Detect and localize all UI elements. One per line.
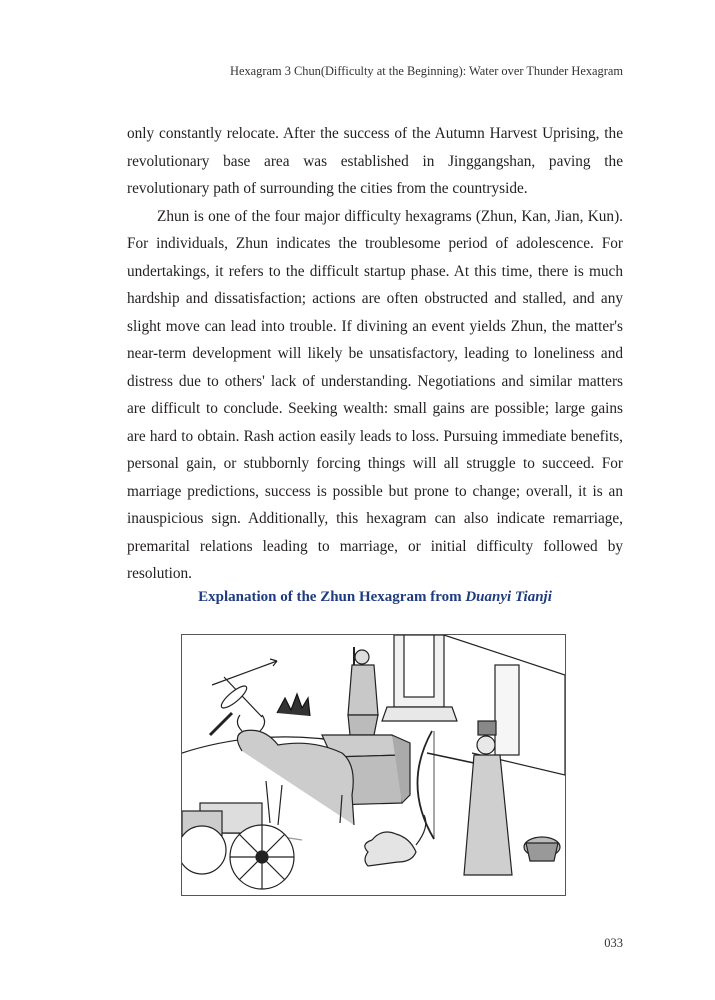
running-header: Hexagram 3 Chun(Difficulty at the Beginning): Water over Thunder Hexagram — [230, 64, 623, 78]
paragraph: Zhun is one of the four major difficulty hexagrams (Zhun, Kan, Jian, Kun). For individuals, Zhun indicates the troublesome period of adolescence. For undertakings, it refers to the difficult startup phase. At this time, there is much hardship and dissatisfaction; actions are often obstructed and stalled, and any slight move can lead into trouble. If divining an event yields Zhun, the matter's near-term development will likely be unsatisfactory, leading to loneliness and distress due to others' lack of understanding. Negotiations and similar matters are difficult to conclude. Seeking wealth: small gains are possible; large gains are hard to obtain. Rash action easily leads to loss. Pursuing immediate benefits, personal gain, or stubbornly forcing things will all struggle to succeed. For marriage predictions, success is possible but prone to change; overall, it is an inauspicious sign. Additionally, this hexagram can also indicate remarriage, premarital relations leading to marriage, or initial difficulty followed by resolution. — [127, 207, 623, 582]
page-number: 033 — [604, 936, 623, 950]
section-heading — [127, 589, 623, 606]
heading-book-title: Duanyi Tianji — [465, 589, 552, 605]
paragraph: only constantly relocate. After the success of the Autumn Harvest Uprising, the revolutionary base area was established in Jinggangshan, paving the revolutionary path of surrounding the cities from the countryside. — [127, 125, 623, 197]
body-text — [127, 120, 623, 588]
heading-text: Explanation of the Zhun Hexagram from — [198, 589, 466, 605]
illustration — [181, 634, 566, 896]
illustration-drawing — [182, 635, 565, 895]
